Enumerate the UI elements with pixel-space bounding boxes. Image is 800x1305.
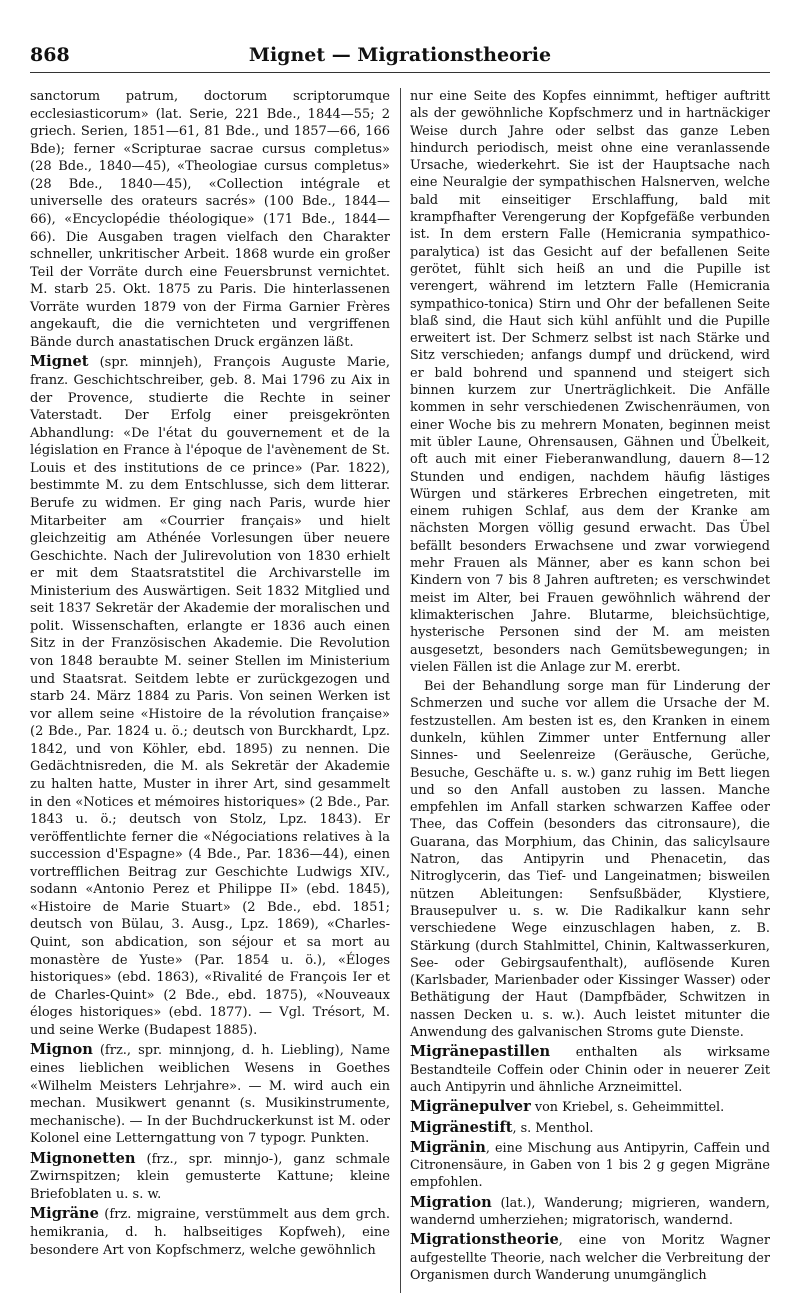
entry-text: sanctorum patrum, doctorum scriptorumque ecclesiasticorum» (lat. Serie, 221 Bde., 1844—55; 2 griech. Serien, 1851—61, 81 Bde., und 1857—66, 166 Bde); ferner «Scripturae sacrae cursus completus» (28 Bde., 1840—45), «Theologiae cursus completus» (28 Bde., 1840—45), «Collection intégrale et universelle des orateurs sacrés» (100 Bde., 1844—66), «Encyclopédie théologique» (171 Bde., 1844—66). Die Ausgaben tragen vielfach den Charakter schneller, unkritischer Arbeit. 1868 wurde ein großer Teil der Vorräte durch eine Feuersbrunst vernichtet. M. starb 25. Okt. 1875 zu Paris. Die hinterlassenen Vorräte wurden 1879 von der Firma Garnier Frères angekauft, die die vernichteten und vergriffenen Bände durch anastatischen Druck ergänzen läßt. (30, 89, 390, 350)
dictionary-entry (410, 1139, 770, 1192)
left-column (30, 88, 390, 1259)
entry-headword: Migränestift (410, 1118, 513, 1136)
entry-text: enthalten als wirksame Bestandteile Coffein oder Chinin oder in neuerer Zeit auch Antipyrin und ähnliche Arzneimittel. (410, 1045, 770, 1095)
dictionary-entry (410, 1119, 770, 1137)
entry-text: (frz. migraine, verstümmelt aus dem grch. hemikrania, d. h. halbseitiges Kopfweh), eine besondere Art von Kopfschmerz, welche gewöhnlich (30, 1207, 390, 1258)
dictionary-entry (30, 1150, 390, 1204)
entry-headword: Migränin (410, 1138, 486, 1156)
entry-headword: Mignon (30, 1041, 93, 1059)
entry-headword: Migränepastillen (410, 1043, 551, 1061)
right-column (410, 88, 770, 1284)
entry-headword: Migränepulver (410, 1098, 531, 1116)
entry-headword: Mignet (30, 353, 89, 371)
entry-headword: Migräne (30, 1205, 99, 1223)
entry-paragraph (30, 88, 390, 351)
entry-headword: Mignonetten (30, 1149, 136, 1167)
dictionary-entry (30, 1205, 390, 1259)
entry-text: , s. Menthol. (512, 1120, 594, 1136)
entry-text: (lat.), Wanderung; migrieren, wandern, wandernd umherziehen; migratorisch, wandernd. (410, 1195, 770, 1228)
dictionary-entry (410, 1194, 770, 1230)
column-divider (400, 88, 401, 1293)
entry-text: , eine Mischung aus Antipyrin, Caffein und Citronensäure, in Gaben von 1 bis 2 g gegen Migräne empfohlen. (410, 1140, 770, 1191)
dictionary-entry (30, 1041, 390, 1147)
entry-text: nur eine Seite des Kopfes einnimmt, heftiger auftritt als der gewöhnliche Kopfschmerz und in hartnäckiger Weise durch Jahre oder selbst das ganze Leben hindurch periodisch, meist ohne eine veranlassende Ursache, wiederkehrt. Sie ist der Hauptsache nach eine Neuralgie der sympathischen Halsnerven, welche bald mit einseitiger Erschlaffung, bald mit krampfhafter Verengerung der Kopfgefäße verbunden ist. In dem erstern Falle (Hemicrania sympathico-paralytica) ist das Gesicht auf der befallenen Seite gerötet, fühlt sich heiß an und die Pupille ist verengert, während im letztern Falle (Hemicrania sympathico-tonica) Stirn und Ohr der befallenen Seite blaß sind, die Haut sich kühl anfühlt und die Pupille erweitert ist. Der Schmerz selbst ist nach Stärke und Sitz verschieden; anfangs dumpf und drückend, wird er bald bohrend und spannend und steigert sich binnen kurzem zur Unerträglichkeit. Die Anfälle kommen in sehr verschiedenen Zwischenräumen, von einer Woche bis zu mehrern Monaten, beginnen meist mit übler Laune, Ohrensausen, Gähnen und Übelkeit, oft auch mit einer Fieberanwandlung, dauern 8—12 Stunden und endigen, nachdem häufig lästiges Würgen und stärkeres Erbrechen eingetreten, mit einem ruhigen Schlaf, aus dem der Kranke am nächsten Morgen völlig gesund erwacht. Das Übel befällt besonders Erwachsene und zwar vorwiegend mehr Frauen als Männer, aber es kann schon bei Kindern von 7 bis 8 Jahren auftreten; es verschwindet meist im Alter, bei Frauen gewöhnlich während der klimakterischen Jahre. Blutarme, bleichsüchtige, hysterische Personen sind der M. am meisten ausgesetzt, besonders nach Gemütsbewegungen; in vielen Fällen ist die Anlage zur M. ererbt. (410, 89, 770, 675)
running-title: Mignet — Migrationstheorie (248, 44, 552, 66)
entry-text: (spr. minnjeh), François Auguste Marie, franz. Geschichtschreiber, geb. 8. Mai 1796 zu Aix in der Provence, studierte die Rechte in seiner Vaterstadt. Der Erfolg einer preisgekrönten Abhandlung: «De l'état du gouvernement et de la législation en France à l'époque de l'avènement de St. Louis et des institutions de ce prince» (Par. 1822), bestimmte M. zu dem Entschlusse, sich dem litterar. Berufe zu widmen. Er ging nach Paris, wurde hier Mitarbeiter am «Courrier français» und hielt gleichzeitig am Athénée Vorlesungen über neuere Geschichte. Nach der Julirevolution von 1830 erhielt er mit dem Staatsratstitel die Archivarstelle im Ministerium des Auswärtigen. Seit 1832 Mitglied und seit 1837 Sekretär der Akademie der moralischen und polit. Wissenschaften, erlangte er 1836 auch einen Sitz in der Französischen Akademie. Die Revolution von 1848 beraubte M. seiner Stellen im Ministerium und Staatsrat. Seitdem lebte er zurückgezogen und starb 24. März 1884 zu Paris. Von seinen Werken ist vor allem seine «Histoire de la révolution française» (2 Bde., Par. 1824 u. ö.; deutsch von Burckhardt, Lpz. 1842, und von Köhler, ebd. 1895) zu nennen. Die Gedächtnisreden, die M. als Sekretär der Akademie zu halten hatte, Muster in ihrer Art, sind gesammelt in den «Notices et mémoires historiques» (2 Bde., Par. 1843 u. ö.; deutsch von Stolz, Lpz. 1843). Er veröffentlichte ferner die «Négociations relatives à la succession d'Espagne» (4 Bde., Par. 1836—44), einen vortrefflichen Beitrag zur Geschichte Ludwigs XIV., sodann «Antonio Perez et Philippe II» (ebd. 1845), «Histoire de Marie Stuart» (2 Bde., ebd. 1851; deutsch von Bülau, 3. Ausg., Lpz. 1869), «Charles-Quint, son abdication, son séjour et sa mort au monastère de Yuste» (Par. 1854 u. ö.), «Éloges historiques» (ebd. 1863), «Rivalité de François Ier et de Charles-Quint» (2 Bde., ebd. 1875), «Nouveaux éloges historiques» (ebd. 1877). — Vgl. Trésort, M. und seine Werke (Budapest 1885). (30, 355, 390, 1038)
dictionary-entry (410, 1043, 770, 1096)
entry-headword: Migration (410, 1193, 492, 1211)
entry-text: (frz., spr. minnjong, d. h. Liebling), Name eines lieblichen weiblichen Wesens in Goethes «Wilhelm Meisters Lehrjahre». — M. wird auch ein mechan. Musikwert genannt (s. Musikinstrumente, mechanische). — In der Buchdruckerkunst ist M. oder Kolonel eine Letterngattung von 7 typogr. Punkten. (30, 1043, 390, 1147)
dictionary-entry (410, 1231, 770, 1284)
entry-paragraph (410, 678, 770, 1041)
page-header (30, 44, 770, 73)
dictionary-entry (410, 1098, 770, 1116)
entry-headword: Migrationstheorie (410, 1231, 559, 1249)
dictionary-entry (30, 353, 390, 1039)
entry-text: von Kriebel, s. Geheimmittel. (530, 1100, 725, 1116)
entry-text: , eine von Moritz Wagner aufgestellte Theorie, nach welcher die Verbreitung der Organismen durch Wanderung unumgänglich (410, 1233, 770, 1283)
entry-text: (frz., spr. minnjo-), ganz schmale Zwirnspitzen; klein gemusterte Kattune; kleine Briefoblaten u. s. w. (30, 1151, 390, 1202)
entry-paragraph (410, 88, 770, 676)
entry-text: Bei der Behandlung sorge man für Linderung der Schmerzen und suche vor allem die Ursache der M. festzustellen. Am besten ist es, den Kranken in einem dunkeln, kühlen Zimmer unter Entfernung aller Sinnes- und Seelenreize (Geräusche, Gerüche, Besuche, Geschäfte u. s. w.) ganz ruhig im Bett liegen und so den Anfall austoben zu lassen. Manche empfehlen im Anfall starken schwarzen Kaffee oder Thee, das Coffein (besonders das citronsaure), die Guarana, das Morphium, das Chinin, das salicylsaure Natron, das Antipyrin und Phenacetin, das Nitroglycerin, das Tief- und Langeinatmen; bisweilen nützen Ableitungen: Senfsußbäder, Klystiere, Brausepulver u. s. w. Die Radikalkur kann sehr verschiedene Wege einzuschlagen haben, z. B. Stärkung (durch Stahlmittel, Chinin, Kaltwasserkuren, See- oder Gebirgsaufenthalt), auflösende Kuren (Karlsbader, Marienbader oder Kissinger Wasser) oder Bethätigung der Haut (Dampfbäder, Schwitzen in nassen Decken u. s. w.). Auch leistet mitunter die Anwendung des galvanischen Stroms gute Dienste. (410, 679, 770, 1041)
page-number: 868 (30, 44, 70, 66)
